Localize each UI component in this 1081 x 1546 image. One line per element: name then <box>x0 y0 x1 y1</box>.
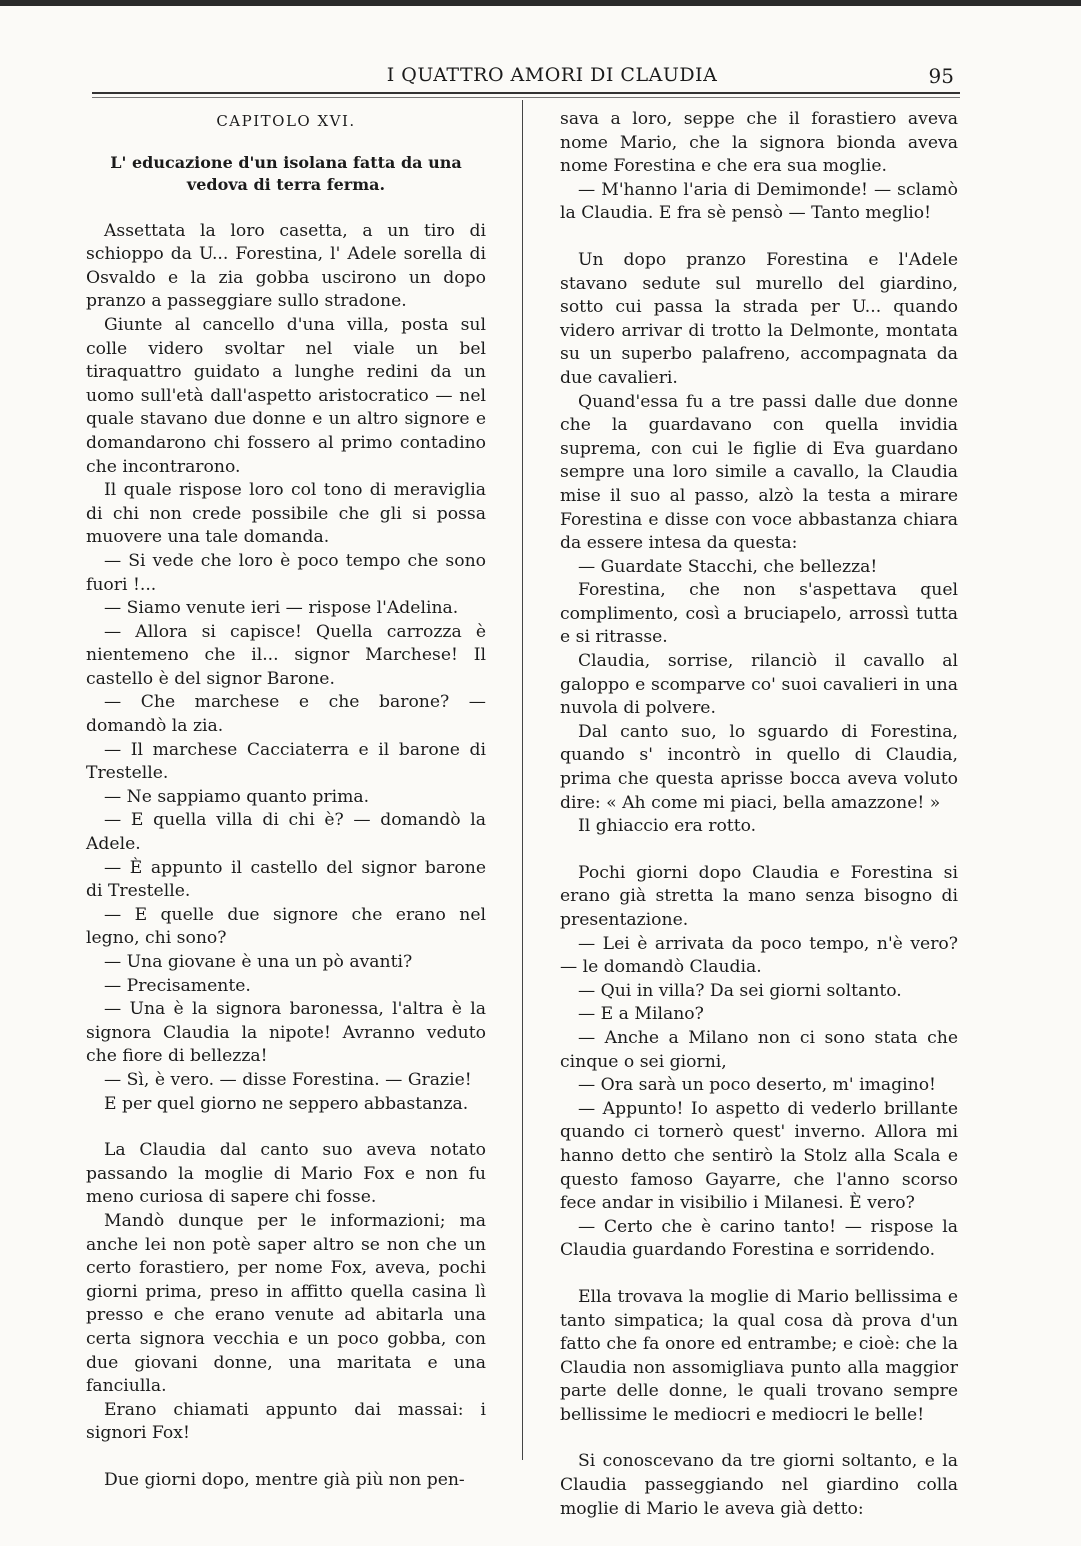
header-rule <box>92 92 960 94</box>
section-break <box>560 1263 958 1286</box>
paragraph: — Certo che è carino tanto! — rispose la Claudia guardando Forestina e sorridendo. <box>560 1216 958 1261</box>
paragraph: — Una è la signora baronessa, l'altra è la signora Claudia la nipote! Avranno veduto che fiore di bellezza! <box>86 999 486 1067</box>
paragraph: Il ghiaccio era rotto. <box>578 816 757 837</box>
paragraph: Erano chiamati appunto dai massai: i signori Fox! <box>86 1399 486 1444</box>
paragraph: Ella trovava la moglie di Mario bellissima e tanto simpatica; la qual cosa dà prova d'un fatto che fa onore ed entrambe; e cioè: che la Claudia non assomigliava punto alla maggior parte delle donne, le quali trovano sempre bellissime le mediocri e mediocri le belle! <box>560 1286 958 1425</box>
paragraph: Pochi giorni dopo Claudia e Forestina si erano già stretta la mano senza bisogno di presentazione. <box>560 862 958 930</box>
page-top-edge <box>0 0 1081 6</box>
section-break <box>86 1116 486 1139</box>
section-break <box>560 226 958 249</box>
paragraph: — Qui in villa? Da sei giorni soltanto. <box>578 980 902 1001</box>
paragraph: Mandò dunque per le informazioni; ma anche lei non potè saper altro se non che un certo forastiero, per nome Fox, aveva, pochi giorni prima, preso in affitto quella casina lì presso e che erano venute ad abitarla una certa signora vecchia e un poco gobba, con due giovani donne, una maritata e una fanciulla. <box>86 1210 486 1397</box>
paragraph: Quand'essa fu a tre passi dalle due donne che la guardavano con quella invidia suprema, con cui le figlie di Eva guardano sempre una loro simile a cavallo, la Claudia mise il suo al passo, alzò la testa a mirare Forestina e disse con voce abbastanza chiara da essere intesa da questa: <box>560 391 958 554</box>
header-rule-thin <box>92 97 960 98</box>
paragraph: — Ora sarà un poco deserto, m' imagino! <box>578 1075 936 1096</box>
chapter-number: CAPITOLO XVI. <box>216 112 356 130</box>
section-break <box>86 1446 486 1469</box>
section-break <box>560 1427 958 1450</box>
paragraph: Un dopo pranzo Forestina e l'Adele stavano sedute sul murello del giardino, sotto cui passa la strada per U... quando videro arrivar di trotto la Delmonte, montata su un superbo palafreno, accompagnata da due cavalieri. <box>560 249 958 388</box>
paragraph: — Ne sappiamo quanto prima. <box>104 786 370 807</box>
paragraph: — E quella villa di chi è? — domandò la Adele. <box>86 810 486 855</box>
column-divider <box>522 100 523 1460</box>
paragraph: — Siamo venute ieri — rispose l'Adelina. <box>104 598 459 619</box>
paragraph: La Claudia dal canto suo aveva notato passando la moglie di Mario Fox e non fu meno curiosa di sapere chi fosse. <box>86 1140 486 1208</box>
paragraph: — Allora si capisce! Quella carrozza è nientemeno che il... signor Marchese! Il castello è del signor Barone. <box>86 621 486 689</box>
paragraph: Il quale rispose loro col tono di meraviglia di chi non crede possibile che gli si possa muovere una tale domanda. <box>86 480 486 548</box>
paragraph: — Si vede che loro è poco tempo che sono fuori !... <box>86 550 486 595</box>
paragraph: Assettata la loro casetta, a un tiro di schioppo da U... Forestina, l' Adele sorella di Osvaldo e la zia gobba uscirono un dopo pranzo a passeggiare sullo stradone. <box>86 220 486 312</box>
paragraph: sava a loro, seppe che il forastiero aveva nome Mario, che la signora bionda aveva nome Forestina e che era sua moglie. <box>560 109 958 177</box>
page-number: 95 <box>928 64 954 88</box>
paragraph: — È appunto il castello del signor barone di Trestelle. <box>86 857 486 902</box>
paragraph: — Sì, è vero. — disse Forestina. — Grazie! <box>104 1069 472 1090</box>
paragraph: Giunte al cancello d'una villa, posta sul colle videro svoltar nel viale un bel tiraquattro guidato a lunghe redini da un uomo sull'età dall'aspetto aristocratico — nel quale stavano due donne e un altro signore e domandarono chi fossero al primo contadino che incontrarono. <box>86 314 486 477</box>
paragraph: — E a Milano? <box>578 1004 704 1025</box>
paragraph: Due giorni dopo, mentre già più non pen- <box>104 1469 465 1490</box>
paragraph: — Una giovane è una un pò avanti? <box>104 952 413 972</box>
paragraph: — Lei è arrivata da poco tempo, n'è vero? — le domandò Claudia. <box>560 933 958 978</box>
chapter-title: L' educazione d'un isolana fatta da una vedova di terra ferma. <box>110 152 462 194</box>
paragraph: — Precisamente. <box>104 975 251 996</box>
paragraph: — Appunto! Io aspetto di vederlo brillante quando ci tornerò quest' inverno. Allora mi hanno detto che sentirò la Stolz alla Scala e questo famoso Gayarre, che l'anno scorso fece andar in visibilio i Milanesi. È vero? <box>560 1098 958 1214</box>
paragraph: Forestina, che non s'aspettava quel complimento, così a bruciapelo, arrossì tutta e si ritrasse. <box>560 580 958 648</box>
paragraph: Claudia, sorrise, rilanciò il cavallo al galoppo e scomparve co' suoi cavalieri in una nuvola di polvere. <box>560 651 958 719</box>
paragraph: Dal canto suo, lo sguardo di Forestina, quando s' incontrò in quello di Claudia, prima che questa aprisse bocca aveva voluto dire: « Ah come mi piaci, bella amazzone! » <box>560 721 958 813</box>
paragraph: — Guardate Stacchi, che bellezza! <box>578 556 878 577</box>
paragraph: Si conoscevano da tre giorni soltanto, e la Claudia passeggiando nel giardino colla moglie di Mario le aveva già detto: <box>560 1451 958 1519</box>
running-header <box>92 64 960 90</box>
running-title: I QUATTRO AMORI DI CLAUDIA <box>386 64 718 86</box>
paragraph: — Anche a Milano non ci sono stata che cinque o sei giorni, <box>560 1027 958 1072</box>
paragraph: — Che marchese e che barone? — domandò la zia. <box>86 692 486 737</box>
paragraph: E per quel giorno ne seppero abbastanza. <box>104 1093 469 1114</box>
right-column <box>560 108 958 1521</box>
paragraph: — Il marchese Cacciaterra e il barone di Trestelle. <box>86 739 486 784</box>
section-break <box>560 839 958 862</box>
paragraph: — M'hanno l'aria di Demimonde! — sclamò la Claudia. E fra sè pensò — Tanto meglio! <box>560 179 958 224</box>
left-column <box>86 108 486 1492</box>
paragraph: — E quelle due signore che erano nel legno, chi sono? <box>86 904 486 949</box>
